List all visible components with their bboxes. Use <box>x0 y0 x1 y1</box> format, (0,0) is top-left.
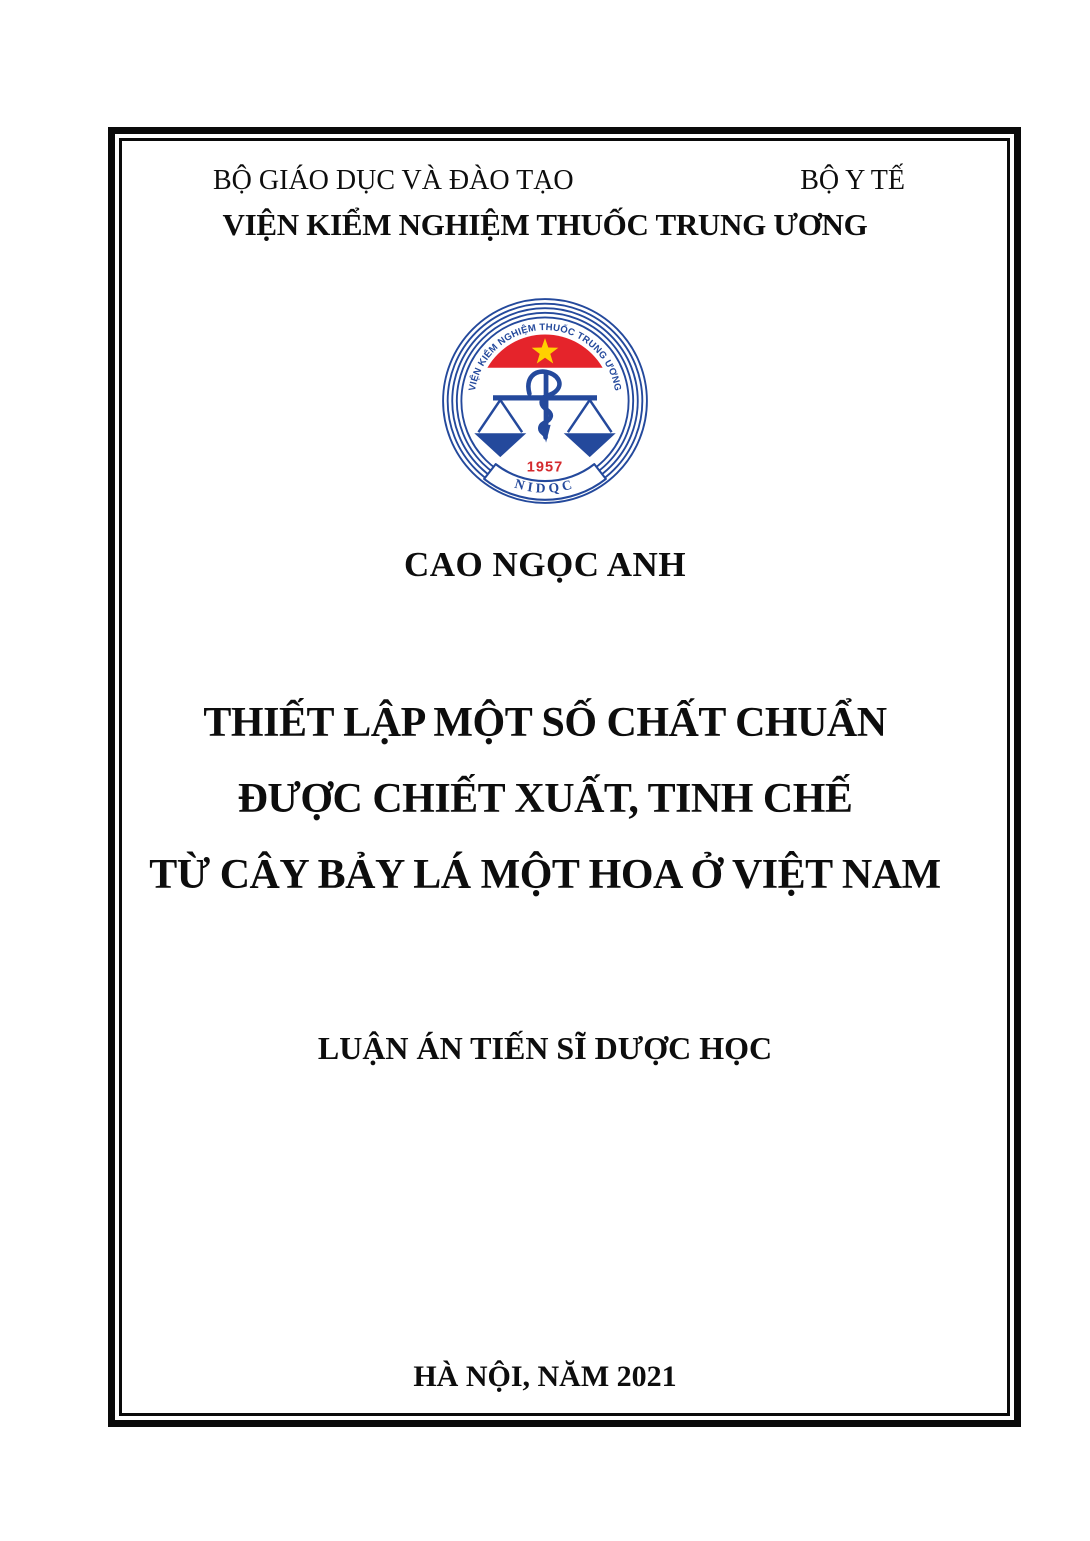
ministry-header-row <box>122 163 968 199</box>
emblem-year: 1957 <box>526 459 564 476</box>
institute-name: VIỆN KIỂM NGHIỆM THUỐC TRUNG ƯƠNG <box>222 207 868 242</box>
nidqc-emblem-icon <box>441 297 649 505</box>
serpent-staff-icon <box>528 372 559 443</box>
cover-content <box>122 141 1007 1413</box>
thesis-title <box>122 685 968 913</box>
svg-text:NIDQC <box>513 476 577 496</box>
ministry-education-label: BỘ GIÁO DỤC VÀ ĐÀO TẠO <box>213 165 574 196</box>
degree-label: LUẬN ÁN TIẾN SĨ DƯỢC HỌC <box>317 1030 773 1066</box>
page-border-frame <box>108 127 1021 1427</box>
thesis-title-line-3: TỪ CÂY BẢY LÁ MỘT HOA Ở VIỆT NAM <box>149 852 941 898</box>
author-name: CAO NGỌC ANH <box>403 545 687 584</box>
emblem-arc-text: VIỆN KIỂM NGHIỆM THUỐC TRUNG ƯƠNG <box>466 322 624 392</box>
ministry-health-label: BỘ Y TẾ <box>800 165 905 196</box>
city-year-label: HÀ NỘI, NĂM 2021 <box>413 1360 677 1393</box>
thesis-title-line-2: ĐƯỢC CHIẾT XUẤT, TINH CHẾ <box>237 776 853 822</box>
thesis-title-line-1: THIẾT LẬP MỘT SỐ CHẤT CHUẨN <box>203 700 887 746</box>
emblem-acronym: NIDQC <box>513 475 577 496</box>
page-border-frame-inner <box>119 138 1010 1416</box>
institute-emblem <box>122 297 968 505</box>
